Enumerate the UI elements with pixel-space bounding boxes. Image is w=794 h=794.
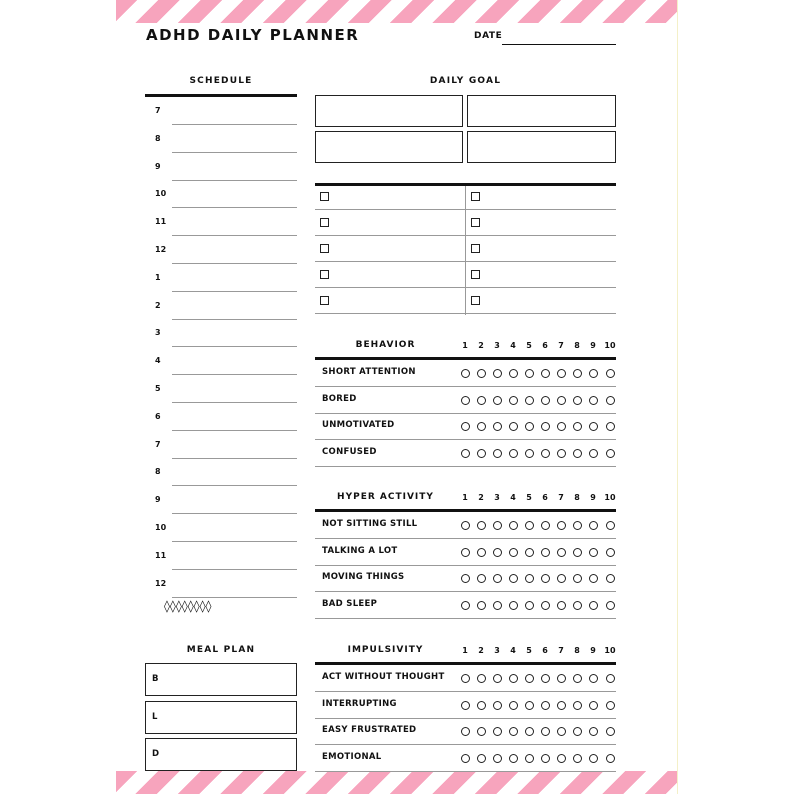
rating-circle[interactable] (589, 369, 598, 378)
rating-circle[interactable] (573, 727, 582, 736)
rating-circle[interactable] (606, 396, 615, 405)
rating-row-line (315, 771, 616, 772)
rating-circle[interactable] (606, 674, 615, 683)
checklist-line (315, 261, 616, 262)
rating-circle[interactable] (573, 754, 582, 763)
rating-circle[interactable] (606, 548, 615, 557)
checkbox[interactable] (471, 270, 480, 279)
rating-row-line (315, 565, 616, 566)
rating-label: EMOTIONAL (322, 752, 382, 763)
checkbox[interactable] (320, 192, 329, 201)
rating-circle[interactable] (589, 674, 598, 683)
schedule-row[interactable] (145, 542, 297, 570)
rating-circle[interactable] (606, 422, 615, 431)
section-heading: IMPULSIVITY (347, 645, 424, 655)
rating-label: ACT WITHOUT THOUGHT (322, 672, 445, 682)
schedule-row[interactable] (145, 347, 297, 375)
rating-circle[interactable] (493, 369, 502, 378)
rating-label: BAD SLEEP (322, 599, 378, 610)
rating-circle[interactable] (525, 548, 534, 557)
rating-circle[interactable] (573, 449, 582, 458)
checklist-line (315, 313, 616, 314)
schedule-row[interactable] (145, 458, 297, 486)
checkbox[interactable] (471, 218, 480, 227)
checkbox[interactable] (320, 270, 329, 279)
schedule-hour: 7 (155, 106, 161, 115)
rating-circle[interactable] (557, 701, 566, 710)
rating-circle[interactable] (573, 422, 582, 431)
rating-circle[interactable] (525, 727, 534, 736)
scale-number: 8 (574, 646, 580, 655)
rating-circle[interactable] (525, 521, 534, 530)
checkbox[interactable] (471, 192, 480, 201)
date-field[interactable] (502, 44, 616, 45)
rating-circle[interactable] (461, 601, 470, 610)
schedule-row[interactable] (145, 570, 297, 598)
rating-circle[interactable] (525, 701, 534, 710)
rating-row-line (315, 439, 616, 440)
schedule-row[interactable] (145, 319, 297, 347)
schedule-hour: 2 (155, 300, 161, 310)
schedule-hour: 8 (155, 467, 161, 477)
section-heading: BEHAVIOR (355, 340, 416, 350)
schedule-hour: 7 (155, 439, 161, 449)
checklist-column-divider (465, 186, 466, 315)
rating-circle[interactable] (541, 548, 550, 557)
rating-circle[interactable] (493, 601, 502, 610)
rating-row-line (315, 618, 616, 619)
scale-number: 8 (574, 493, 580, 502)
schedule-row[interactable] (145, 292, 297, 320)
rating-circle[interactable] (477, 422, 486, 431)
rating-circle[interactable] (573, 674, 582, 683)
meal-label: L (152, 712, 158, 722)
scale-number: 9 (590, 646, 596, 655)
rating-circle[interactable] (589, 422, 598, 431)
scale-number: 2 (478, 341, 484, 350)
schedule-row[interactable] (145, 403, 297, 431)
schedule-line (172, 597, 297, 598)
rating-circle[interactable] (606, 754, 615, 763)
date-label: DATE (474, 31, 503, 41)
schedule-row[interactable] (145, 264, 297, 292)
checklist-line (315, 209, 616, 210)
rating-circle[interactable] (477, 601, 486, 610)
rating-circle[interactable] (541, 369, 550, 378)
rating-circle[interactable] (461, 396, 470, 405)
rating-circle[interactable] (557, 574, 566, 583)
schedule-row[interactable] (145, 514, 297, 542)
rating-label: BORED (322, 393, 357, 404)
rating-circle[interactable] (573, 521, 582, 530)
rating-circle[interactable] (525, 396, 534, 405)
scale-number: 10 (604, 493, 616, 502)
rating-circle[interactable] (606, 574, 615, 583)
rating-circle[interactable] (557, 754, 566, 763)
rating-circle[interactable] (493, 521, 502, 530)
rating-circle[interactable] (477, 727, 486, 736)
rating-circle[interactable] (541, 449, 550, 458)
rating-circle[interactable] (461, 521, 470, 530)
rating-circle[interactable] (589, 727, 598, 736)
scale-number: 6 (542, 341, 548, 350)
schedule-hour: 5 (155, 384, 161, 393)
rating-circle[interactable] (477, 449, 486, 458)
schedule-hour: 12 (155, 578, 167, 588)
rating-circle[interactable] (589, 601, 598, 610)
rating-circle[interactable] (573, 601, 582, 610)
bottom-stripe-border (116, 771, 677, 794)
rating-circle[interactable] (461, 701, 470, 710)
schedule-hour: 8 (155, 133, 161, 143)
rating-circle[interactable] (493, 396, 502, 405)
rating-label: TALKING A LOT (322, 545, 398, 556)
rating-circle[interactable] (477, 754, 486, 763)
meal-label: B (152, 674, 159, 684)
rating-circle[interactable] (589, 574, 598, 583)
rating-circle[interactable] (525, 574, 534, 583)
scale-number: 5 (526, 646, 532, 655)
rating-circle[interactable] (573, 574, 582, 583)
rating-circle[interactable] (509, 422, 518, 431)
rating-circle[interactable] (557, 674, 566, 683)
scale-number: 3 (494, 646, 500, 655)
section-heading: HYPER ACTIVITY (337, 492, 434, 502)
rating-circle[interactable] (509, 754, 518, 763)
rating-circle[interactable] (589, 701, 598, 710)
rating-circle[interactable] (541, 601, 550, 610)
schedule-hour: 12 (155, 245, 167, 254)
schedule-row[interactable] (145, 153, 297, 181)
planner-page (116, 0, 678, 794)
scale-number: 9 (590, 493, 596, 502)
schedule-row[interactable] (145, 486, 297, 514)
schedule-row[interactable] (145, 97, 297, 125)
meal-plan-heading: MEAL PLAN (186, 645, 256, 655)
scale-number: 10 (604, 341, 616, 350)
rating-circle[interactable] (477, 396, 486, 405)
goal-box[interactable] (315, 131, 463, 163)
scale-number: 5 (526, 493, 532, 502)
rating-circle[interactable] (606, 521, 615, 530)
rating-circle[interactable] (525, 449, 534, 458)
schedule-hour: 10 (155, 523, 167, 532)
rating-row-line (315, 538, 616, 539)
rating-row-line (315, 413, 616, 414)
rating-circle[interactable] (493, 754, 502, 763)
daily-goal-heading: DAILY GOAL (429, 76, 502, 86)
rating-label: SHORT ATTENTION (322, 367, 416, 377)
scale-number: 1 (462, 493, 468, 502)
rating-circle[interactable] (541, 701, 550, 710)
schedule-hour: 3 (155, 328, 161, 338)
rating-circle[interactable] (493, 574, 502, 583)
rating-circle[interactable] (477, 369, 486, 378)
rating-circle[interactable] (525, 674, 534, 683)
scale-number: 1 (462, 341, 468, 350)
rating-row-line (315, 691, 616, 692)
scale-number: 2 (478, 493, 484, 502)
rating-circle[interactable] (509, 369, 518, 378)
rating-circle[interactable] (589, 754, 598, 763)
rating-circle[interactable] (509, 449, 518, 458)
rating-label: INTERRUPTING (322, 698, 397, 709)
scale-number: 10 (604, 646, 616, 655)
goal-box[interactable] (467, 95, 616, 127)
rating-circle[interactable] (589, 396, 598, 405)
checkbox[interactable] (320, 296, 329, 305)
rating-circle[interactable] (573, 396, 582, 405)
rating-circle[interactable] (461, 548, 470, 557)
scale-number: 8 (574, 341, 580, 350)
rating-circle[interactable] (589, 548, 598, 557)
rating-circle[interactable] (477, 548, 486, 557)
rating-circle[interactable] (541, 422, 550, 431)
rating-circle[interactable] (606, 701, 615, 710)
rating-row-line (315, 744, 616, 745)
checklist-line (315, 287, 616, 288)
rating-row-line (315, 718, 616, 719)
checkbox[interactable] (471, 296, 480, 305)
rating-circle[interactable] (493, 701, 502, 710)
checkbox[interactable] (320, 244, 329, 253)
rating-circle[interactable] (541, 396, 550, 405)
rating-circle[interactable] (493, 548, 502, 557)
top-stripe-border (116, 0, 677, 23)
scale-number: 6 (542, 646, 548, 655)
schedule-row[interactable] (145, 125, 297, 153)
rating-circle[interactable] (541, 574, 550, 583)
rating-circle[interactable] (573, 548, 582, 557)
schedule-hour: 1 (155, 272, 161, 282)
rating-circle[interactable] (573, 369, 582, 378)
scale-number: 6 (542, 493, 548, 502)
rating-circle[interactable] (477, 521, 486, 530)
rating-circle[interactable] (461, 727, 470, 736)
schedule-hour: 11 (155, 217, 167, 227)
schedule-row[interactable] (145, 236, 297, 264)
rating-row-line (315, 386, 616, 387)
rating-circle[interactable] (477, 701, 486, 710)
schedule-row[interactable] (145, 431, 297, 459)
schedule-hour: 11 (155, 550, 167, 560)
page-title: ADHD DAILY PLANNER (146, 26, 360, 44)
rating-circle[interactable] (525, 369, 534, 378)
rating-circle[interactable] (557, 727, 566, 736)
rating-circle[interactable] (509, 674, 518, 683)
rating-label: NOT SITTING STILL (322, 519, 418, 529)
water-drop-icons: ◊◊◊◊◊◊◊◊ (164, 599, 212, 613)
rating-circle[interactable] (541, 521, 550, 530)
rating-circle[interactable] (557, 449, 566, 458)
schedule-hour: 6 (155, 411, 161, 421)
section-divider (315, 509, 616, 512)
rating-circle[interactable] (557, 422, 566, 431)
rating-label: EASY FRUSTRATED (322, 725, 417, 736)
schedule-row[interactable] (145, 180, 297, 208)
rating-circle[interactable] (509, 548, 518, 557)
scale-number: 3 (494, 341, 500, 350)
rating-circle[interactable] (525, 601, 534, 610)
rating-circle[interactable] (493, 727, 502, 736)
checkbox[interactable] (320, 218, 329, 227)
rating-circle[interactable] (606, 727, 615, 736)
rating-label: UNMOTIVATED (322, 420, 395, 431)
rating-circle[interactable] (525, 754, 534, 763)
schedule-hour: 10 (155, 189, 167, 199)
scale-number: 4 (510, 493, 516, 502)
scale-number: 7 (558, 341, 564, 350)
scale-number: 2 (478, 646, 484, 655)
rating-circle[interactable] (461, 449, 470, 458)
rating-circle[interactable] (509, 701, 518, 710)
section-divider (315, 357, 616, 360)
rating-circle[interactable] (461, 369, 470, 378)
scale-number: 7 (558, 646, 564, 655)
meal-box-lunch[interactable] (145, 701, 297, 734)
rating-circle[interactable] (541, 674, 550, 683)
rating-circle[interactable] (525, 422, 534, 431)
rating-circle[interactable] (461, 674, 470, 683)
schedule-hour: 9 (155, 161, 161, 171)
goal-box[interactable] (315, 95, 463, 127)
rating-circle[interactable] (509, 601, 518, 610)
scale-number: 4 (510, 341, 516, 350)
rating-circle[interactable] (509, 727, 518, 736)
rating-circle[interactable] (557, 369, 566, 378)
meal-label: D (152, 749, 160, 759)
rating-circle[interactable] (493, 449, 502, 458)
rating-circle[interactable] (461, 754, 470, 763)
rating-circle[interactable] (509, 396, 518, 405)
section-divider (315, 662, 616, 665)
meal-box-dinner[interactable] (145, 738, 297, 771)
rating-circle[interactable] (589, 449, 598, 458)
rating-circle[interactable] (606, 369, 615, 378)
rating-circle[interactable] (461, 574, 470, 583)
rating-circle[interactable] (606, 449, 615, 458)
rating-circle[interactable] (557, 601, 566, 610)
rating-circle[interactable] (557, 548, 566, 557)
rating-row-line (315, 591, 616, 592)
schedule-hour: 9 (155, 495, 161, 505)
schedule-heading: SCHEDULE (189, 76, 253, 86)
scale-number: 7 (558, 493, 564, 502)
schedule-row[interactable] (145, 208, 297, 236)
rating-circle[interactable] (589, 521, 598, 530)
water-tracker[interactable] (164, 599, 211, 613)
rating-circle[interactable] (541, 754, 550, 763)
schedule-hour: 4 (155, 356, 161, 366)
rating-circle[interactable] (573, 701, 582, 710)
goal-box[interactable] (467, 131, 616, 163)
scale-number: 5 (526, 341, 532, 350)
rating-circle[interactable] (461, 422, 470, 431)
rating-label: CONFUSED (322, 447, 377, 458)
rating-circle[interactable] (493, 422, 502, 431)
scale-number: 1 (462, 646, 468, 655)
rating-circle[interactable] (557, 521, 566, 530)
scale-number: 4 (510, 646, 516, 655)
rating-circle[interactable] (557, 396, 566, 405)
rating-circle[interactable] (477, 674, 486, 683)
checklist-line (315, 235, 616, 236)
rating-circle[interactable] (477, 574, 486, 583)
rating-circle[interactable] (509, 574, 518, 583)
rating-row-line (315, 466, 616, 467)
rating-label: MOVING THINGS (322, 572, 405, 583)
schedule-row[interactable] (145, 375, 297, 403)
scale-number: 9 (590, 341, 596, 350)
rating-circle[interactable] (606, 601, 615, 610)
checkbox[interactable] (471, 244, 480, 253)
rating-circle[interactable] (493, 674, 502, 683)
rating-circle[interactable] (541, 727, 550, 736)
meal-box-breakfast[interactable] (145, 663, 297, 696)
scale-number: 3 (494, 493, 500, 502)
rating-circle[interactable] (509, 521, 518, 530)
